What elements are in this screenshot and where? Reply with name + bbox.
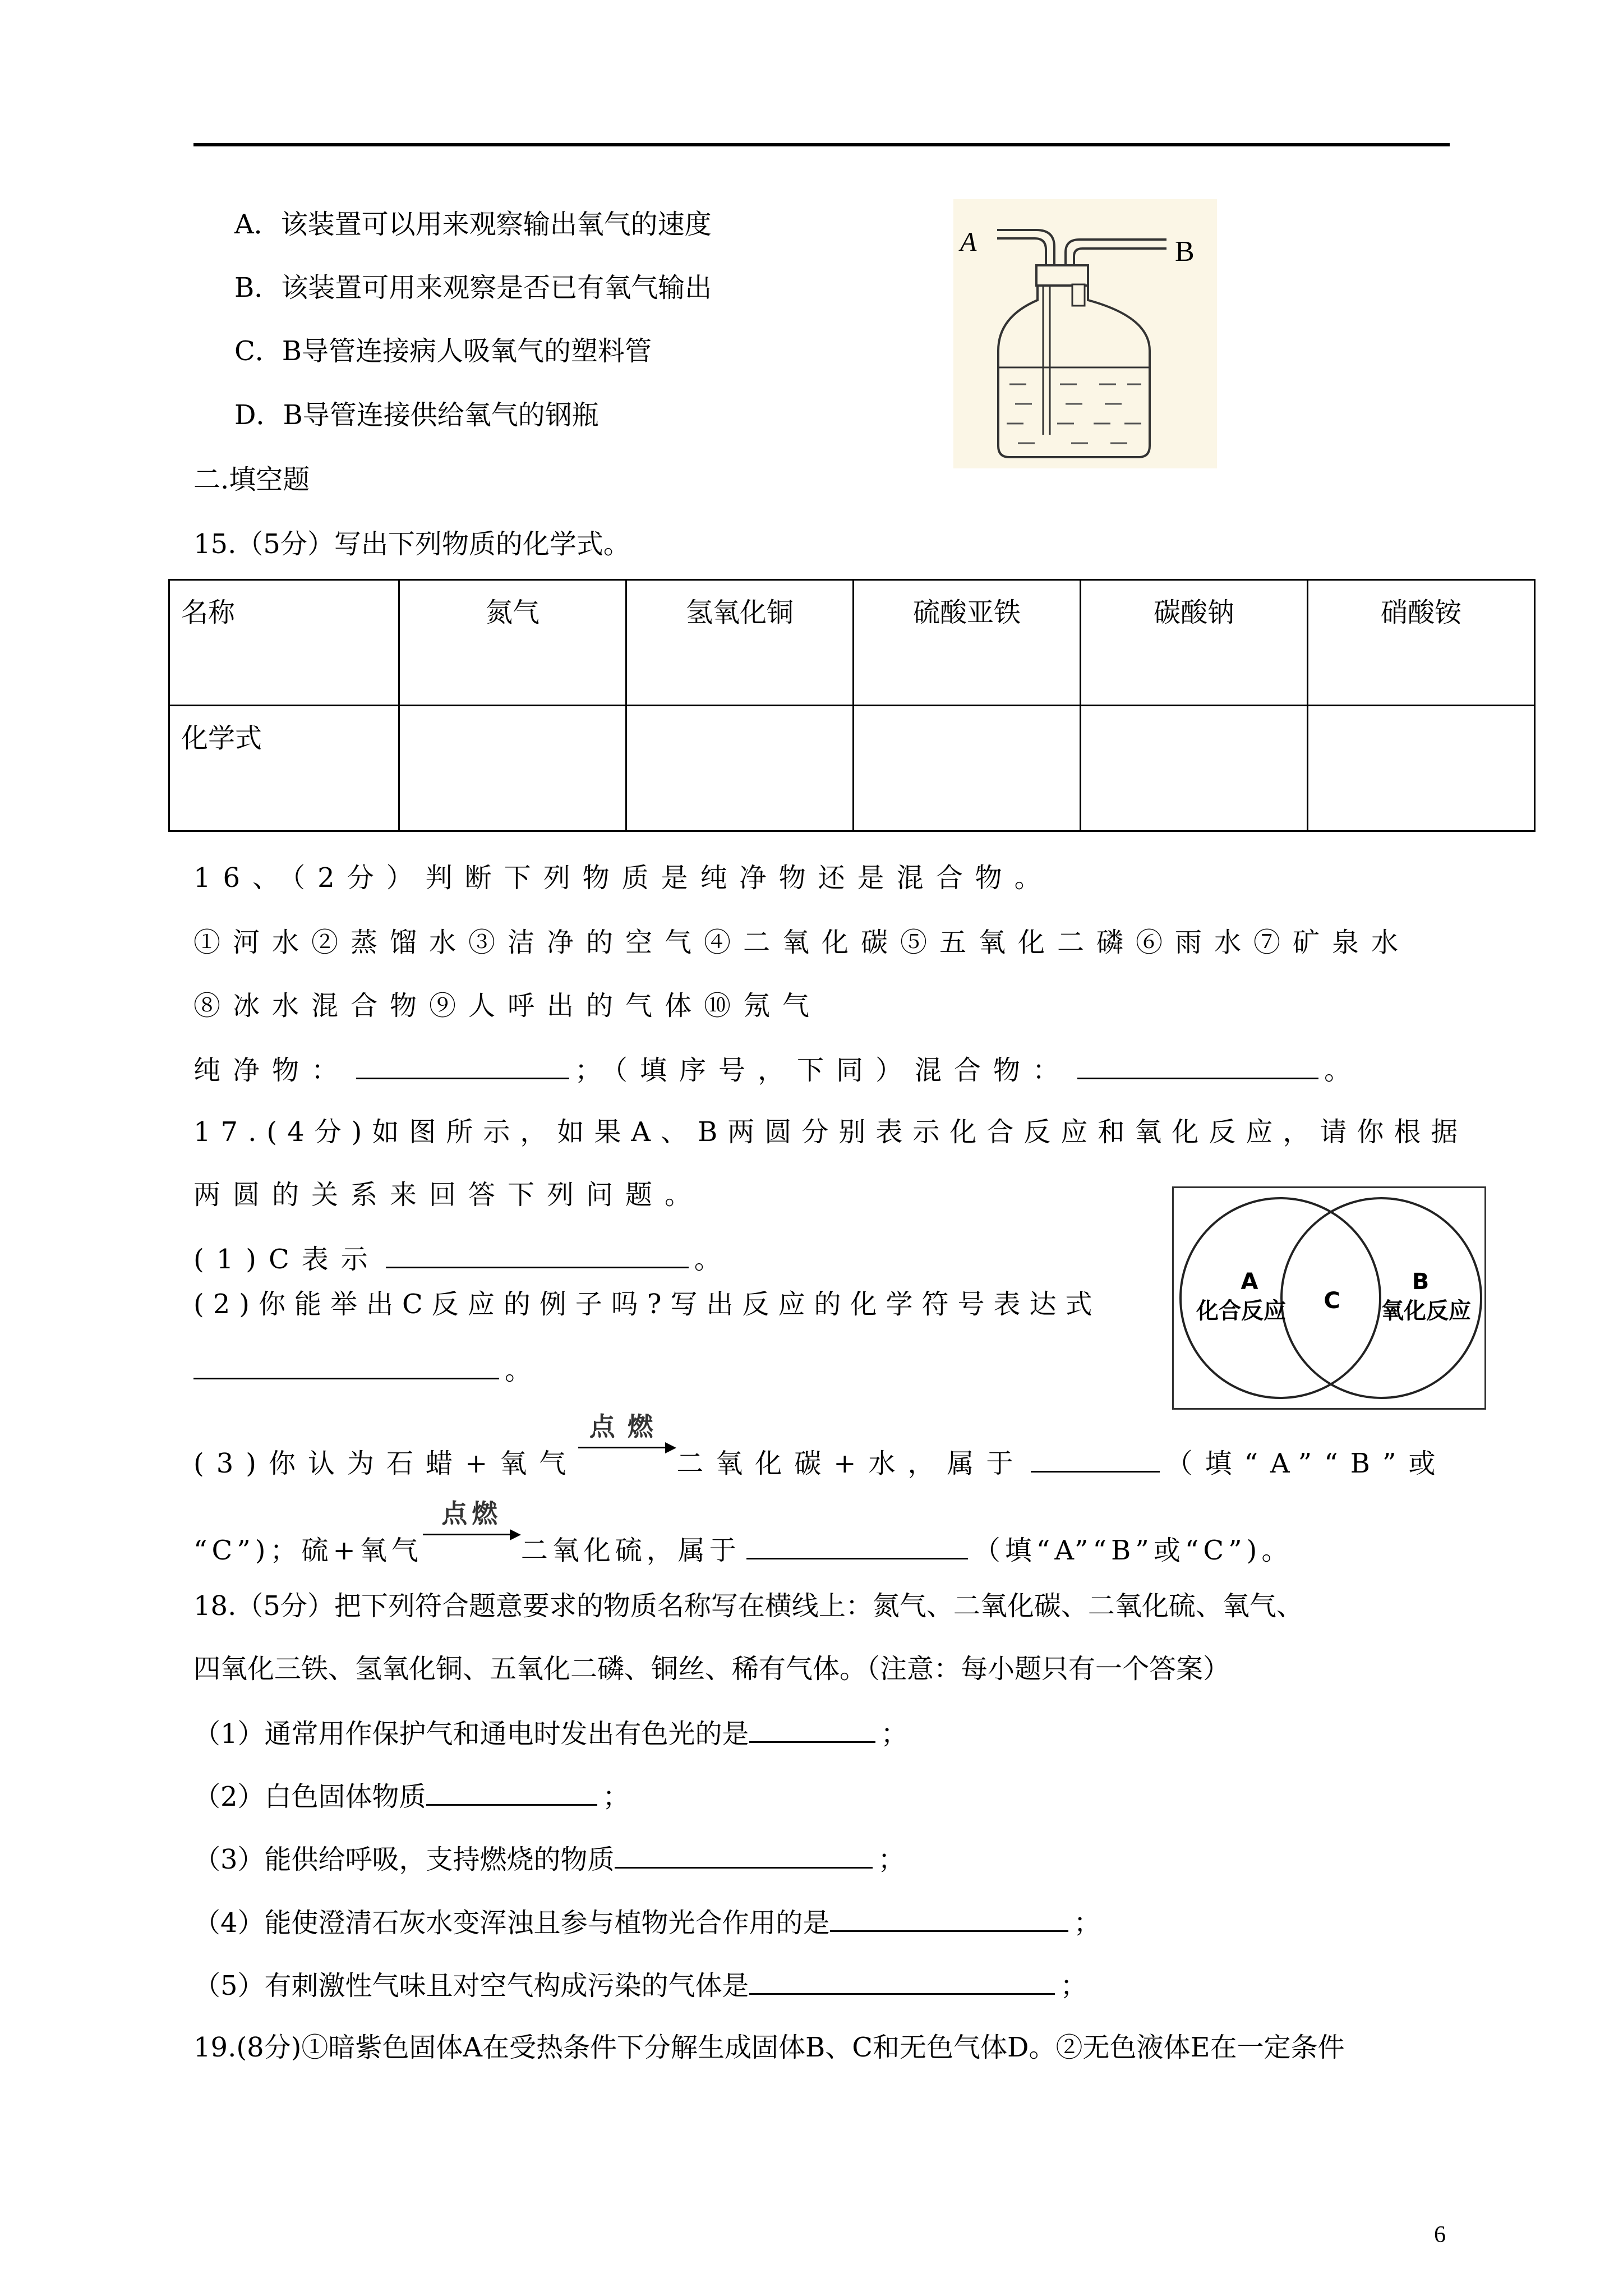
q15-formula-table — [168, 579, 1536, 832]
q18-sub2-line — [193, 1778, 630, 1814]
page-number: 6 — [1434, 2222, 1446, 2248]
q18-sub3-blank[interactable] — [615, 1841, 873, 1869]
q17-sub3-line2 — [193, 1498, 1293, 1567]
q17-sub3-line1 — [193, 1411, 1448, 1480]
q18-sub4-line — [193, 1904, 1101, 1940]
q17-sub3-line2-part3: （填“A”“B”或“C”)。 — [973, 1535, 1293, 1566]
q18-end-mark: ； — [1073, 1907, 1101, 1939]
q17-sub2-blank[interactable] — [193, 1352, 499, 1379]
gas-bottle-drawing — [953, 199, 1217, 468]
ignite-condition: 点燃 — [441, 1498, 502, 1529]
q17-sub2: (2)你能举出C反应的例子吗?写出反应的化学符号表达式 — [193, 1289, 1101, 1320]
formula-answer-cell[interactable] — [854, 706, 1081, 831]
q18-sub5: （5）有刺激性气味且对空气构成污染的气体是 — [193, 1970, 749, 2001]
q18-sub5-blank[interactable] — [749, 1967, 1055, 1995]
substance-cell: 硫酸亚铁 — [854, 580, 1081, 706]
q17-stem-line2: 两圆的关系来回答下列问题。 — [193, 1179, 704, 1211]
venn-b-name: 氧化反应 — [1381, 1298, 1471, 1324]
substance-cell: 硝酸铵 — [1308, 580, 1535, 706]
gas-bottle-figure — [953, 199, 1217, 468]
q17-sub3-blank1[interactable] — [1031, 1445, 1160, 1473]
q14-option-b: B．该装置可用来观察是否已有氧气输出 — [234, 272, 712, 303]
q16-answer-line — [193, 1052, 1363, 1087]
q14-option-d: D．B导管连接供给氧气的钢瓶 — [234, 399, 599, 431]
q18-sub1-line — [193, 1715, 908, 1751]
ignite-condition: 点燃 — [589, 1411, 666, 1442]
q18-sub2: （2）白色固体物质 — [193, 1781, 426, 1812]
q18-end-mark: ； — [878, 1844, 905, 1875]
q18-stem-line2: 四氧化三铁、氢氧化铜、五氧化二磷、铜丝、稀有气体。（注意：每小题只有一个答案） — [193, 1653, 1230, 1685]
venn-diagram-figure — [1172, 1186, 1486, 1410]
q18-sub2-blank[interactable] — [426, 1778, 597, 1806]
q18-sub1-blank[interactable] — [749, 1715, 875, 1743]
q18-end-mark: ； — [602, 1781, 630, 1812]
q18-sub1: （1）通常用作保护气和通电时发出有色光的是 — [193, 1718, 749, 1750]
q17-sub1-blank[interactable] — [386, 1241, 689, 1268]
q16-mixture-blank[interactable] — [1077, 1052, 1318, 1079]
q16-stem: 16、（2分）判断下列物质是纯净物还是混合物。 — [193, 862, 1054, 894]
substance-cell: 碳酸钠 — [1081, 580, 1308, 706]
q16-items-line1: ①河水②蒸馏水③洁净的空气④二氧化碳⑤五氧化二磷⑥雨水⑦矿泉水 — [193, 927, 1411, 958]
substance-cell: 氢氧化铜 — [626, 580, 854, 706]
q18-sub3-line — [193, 1841, 905, 1876]
q17-sub3-part1: (3)你认为石蜡+氧气 — [193, 1448, 579, 1479]
ignite-arrow — [578, 1411, 676, 1473]
q17-sub1-end: 。 — [694, 1244, 734, 1275]
table-header-formula: 化学式 — [169, 706, 399, 831]
formula-answer-cell[interactable] — [1081, 706, 1308, 831]
q17-sub2-end: 。 — [505, 1355, 532, 1386]
venn-b-letter: B — [1412, 1269, 1430, 1295]
q18-sub5-line — [193, 1967, 1087, 2003]
q19-stem: 19.(8分)①暗紫色固体A在受热条件下分解生成固体B、C和无色气体D。②无色液体E在一定条件 — [193, 2032, 1345, 2063]
formula-answer-cell[interactable] — [399, 706, 626, 831]
q18-sub4: （4）能使澄清石灰水变浑浊且参与植物光合作用的是 — [193, 1907, 830, 1939]
q17-stem-line1: 17.(4分)如图所示，如果A、B两圆分别表示化合反应和氧化反应，请你根据 — [193, 1116, 1468, 1148]
q17-sub1-line — [193, 1241, 734, 1276]
table-header-name: 名称 — [169, 580, 399, 706]
q16-pure-blank[interactable] — [356, 1052, 569, 1079]
substance-cell: 氮气 — [399, 580, 626, 706]
q17-sub1: (1)C表示 — [193, 1244, 380, 1275]
table-row — [169, 580, 1535, 706]
q16-mid-text: ；（填序号，下同）混合物： — [575, 1055, 1072, 1086]
q16-end-mark: 。 — [1324, 1055, 1364, 1086]
q18-stem-line1: 18.（5分）把下列符合题意要求的物质名称写在横线上：氮气、二氧化碳、二氧化硫、氧气、 — [193, 1590, 1303, 1622]
q17-sub3-blank2[interactable] — [746, 1532, 968, 1559]
venn-a-letter: A — [1241, 1269, 1258, 1295]
formula-answer-cell[interactable] — [1308, 706, 1535, 831]
formula-answer-cell[interactable] — [626, 706, 854, 831]
q18-sub3: （3）能供给呼吸，支持燃烧的物质 — [193, 1844, 615, 1875]
q18-end-mark: ； — [880, 1718, 908, 1750]
q17-sub3-part3: （填“A”“B”或 — [1165, 1448, 1448, 1479]
q14-option-c: C．B导管连接病人吸氧气的塑料管 — [234, 335, 652, 367]
q17-sub3-line2-part2: 二氧化硫，属于 — [520, 1535, 741, 1566]
q17-sub3-line2-part1: “C”)；硫+氧气 — [193, 1535, 423, 1566]
q18-end-mark: ； — [1060, 1970, 1087, 2001]
ignite-arrow — [423, 1498, 521, 1559]
q18-sub4-blank[interactable] — [830, 1904, 1068, 1932]
arrow-icon — [510, 1529, 521, 1540]
q16-pure-label: 纯净物： — [193, 1055, 351, 1086]
q14-option-a: A．该装置可以用来观察输出氧气的速度 — [234, 209, 712, 240]
table-row — [169, 706, 1535, 831]
bottle-label-b: B — [1175, 236, 1195, 268]
section-title-fill-in: 二.填空题 — [193, 464, 310, 495]
venn-diagram-drawing — [1174, 1188, 1484, 1408]
header-rule — [193, 143, 1450, 146]
venn-c-letter: C — [1324, 1288, 1340, 1314]
q16-items-line2: ⑧冰水混合物⑨人呼出的气体⑩氖气 — [193, 990, 822, 1022]
q15-stem: 15.（5分）写出下列物质的化学式。 — [193, 528, 630, 560]
q17-sub2-answer-line — [193, 1352, 532, 1387]
q17-sub3-part2: 二氧化碳+水，属于 — [676, 1448, 1026, 1479]
venn-a-name: 化合反应 — [1196, 1298, 1286, 1324]
arrow-icon — [665, 1442, 676, 1453]
bottle-label-a: A — [960, 227, 977, 257]
